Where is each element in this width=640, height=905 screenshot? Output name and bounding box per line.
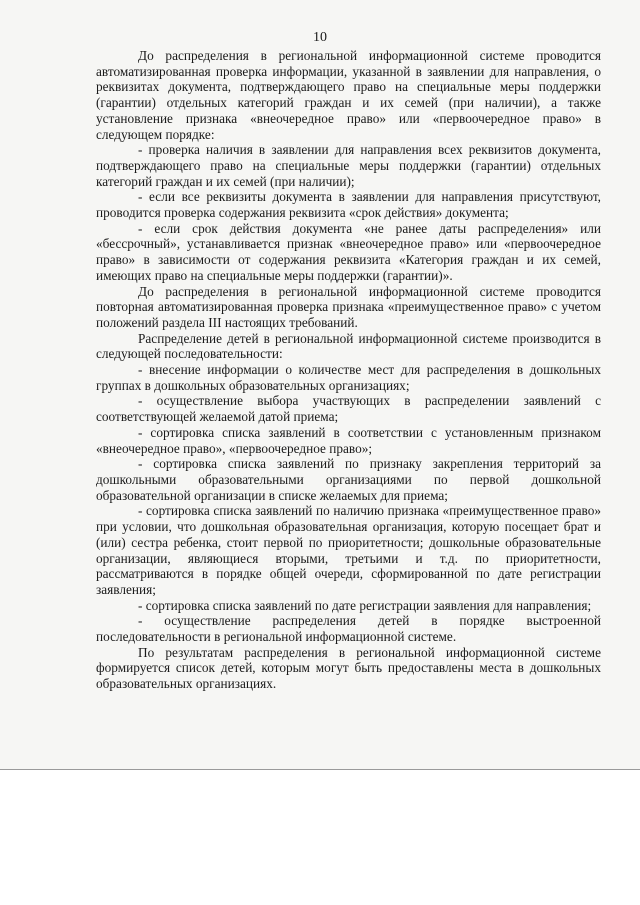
page-number: 10	[313, 30, 327, 45]
paragraph-distribution-order: Распределение детей в региональной информационной системе производится в следующей последовательности:	[96, 330, 601, 362]
list-item-check-validity: - если все реквизиты документа в заявлении для направления присутствуют, проводится проверка содержания реквизита «срок действия» документа;	[96, 189, 601, 221]
list-item-set-priority: - если срок действия документа «не ранее даты распределения» или «бессрочный», устанавливается признак «внеочередное право» или «первоочередное право» в зависимости от содержания реквизита «Категория граждан и их семей, имеющих право на специальные меры поддержки (гарантии)».	[96, 220, 601, 283]
list-item-sort-territory: - сортировка списка заявлений по признаку закрепления территорий за дошкольными образовательными организациями по первой дошкольной образовательной организации в списке желаемых для приема;	[96, 456, 601, 503]
list-item-sort-priority: - сортировка списка заявлений в соответствии с установленным признаком «внеочередное право», «первоочередное право»;	[96, 424, 601, 456]
paragraph-repeat-check: До распределения в региональной информационной системе проводится повторная автоматизированная проверка признака «преимущественное право» с учетом положений раздела III настоящих требований.	[96, 283, 601, 330]
list-item-sort-preferential: - сортировка списка заявлений по наличию признака «преимущественное право» при условии, что дошкольная образовательная организация, которую посещает брат и (или) сестра ребенка, стоит первой по приоритетности; дошкольные образовательные организации, являющиеся вторыми, третьими и т.д. по приоритетности, рассматриваются в порядке общей очереди, сформированной по дате регистрации заявления;	[96, 503, 601, 597]
list-item-places: - внесение информации о количестве мест для распределения в дошкольных группах в дошкольных образовательных организациях;	[96, 362, 601, 393]
list-item-check-requisites: - проверка наличия в заявлении для направления всех реквизитов документа, подтверждающего право на специальные меры поддержки (гарантии) отдельных категорий граждан и их семей (при наличии);	[96, 142, 601, 189]
paragraph-intro: До распределения в региональной информационной системе проводится автоматизированная проверка информации, указанной в заявлении для направления, о реквизитах документа, подтверждающего право на специальные меры поддержки (гарантии) отдельных категорий граждан и их семей (при наличии), а также установление признака «внеочередное право» или «первоочередное право» в следующем порядке:	[96, 48, 601, 142]
document-body	[96, 48, 601, 692]
list-item-sort-date: - сортировка списка заявлений по дате регистрации заявления для направления;	[138, 597, 592, 613]
blank-margin	[0, 770, 640, 905]
list-item-distribute: - осуществление распределения детей в порядке выстроенной последовательности в региональной информационной системе.	[96, 613, 601, 645]
paragraph-result: По результатам распределения в региональной информационной системе формируется список детей, которым могут быть предоставлены места в дошкольных образовательных организациях.	[96, 644, 601, 692]
list-item-select-applications: - осуществление выбора участвующих в распределении заявлений с соответствующей желаемой датой приема;	[96, 393, 601, 425]
